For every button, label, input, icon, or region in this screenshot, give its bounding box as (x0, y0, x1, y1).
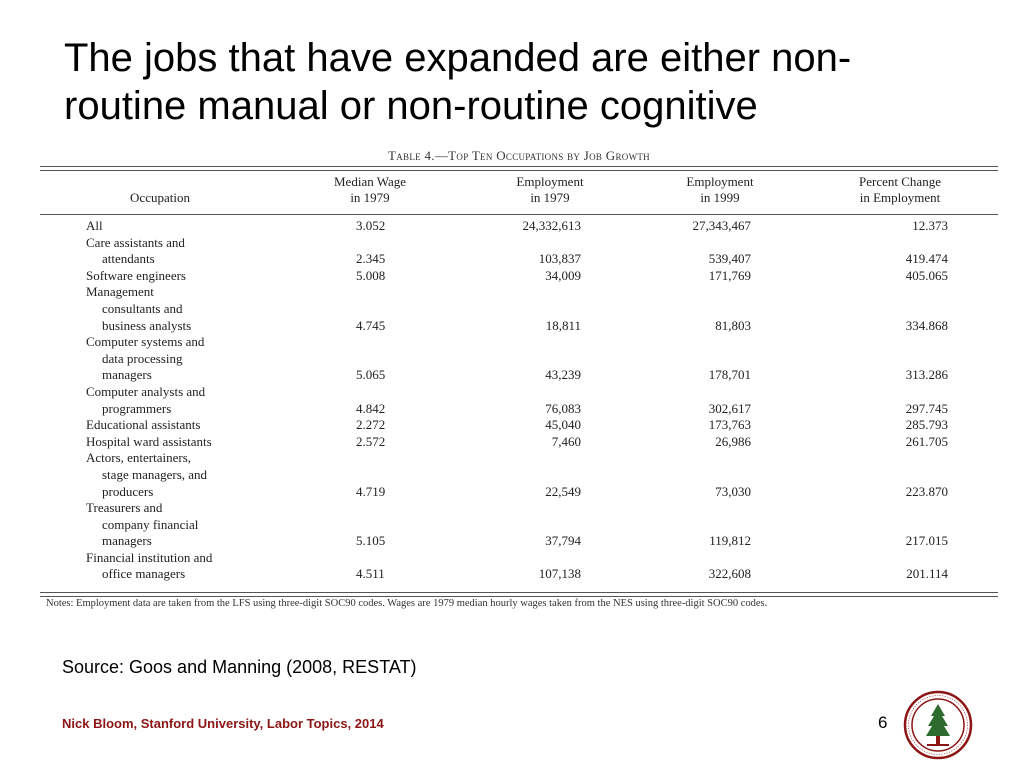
occupation-text: data processing (102, 350, 183, 366)
percent-change-cell: 261.705 (905, 433, 948, 449)
table-row (40, 384, 998, 417)
occupation-cell (40, 268, 998, 285)
occupation-text: business analysts (102, 317, 192, 333)
median-wage-cell: 5.008 (356, 267, 386, 283)
median-wage-cell: 4.511 (356, 566, 385, 582)
occupation-text: programmers (102, 400, 172, 416)
percent-change-cell: 217.015 (905, 533, 948, 549)
table-notes: Notes: Employment data are taken from the LFS using three-digit SOC90 codes. Wages are 1979 median hourly wages taken from the NES using three-digit SOC90 codes. (46, 598, 768, 609)
table-row (40, 417, 998, 434)
header-percent-change (830, 174, 970, 206)
occupation-text: producers (102, 483, 154, 499)
employment-1979-cell: 7,460 (551, 433, 581, 449)
header-percent-change-line-2: in Employment (859, 190, 941, 205)
percent-change-cell: 223.870 (905, 483, 948, 499)
median-wage-cell: 5.065 (356, 367, 386, 383)
median-wage-cell: 4.745 (356, 317, 386, 333)
header-median-wage (315, 174, 425, 206)
occupation-text: attendants (102, 251, 155, 267)
occupation-text: Hospital ward assistants (86, 433, 212, 449)
table-row (40, 284, 998, 334)
header-employment-1979 (490, 174, 610, 206)
occupation-cell (40, 434, 998, 451)
percent-change-cell: 297.745 (905, 400, 948, 416)
footer-text: Nick Bloom, Stanford University, Labor Topics, 2014 (62, 716, 384, 731)
occupation-text: Financial institution and (86, 549, 213, 565)
slide-title-line-1: The jobs that have expanded are either non- (64, 36, 852, 80)
slide-title-line-2: routine manual or non-routine cognitive (64, 84, 758, 128)
header-occupation: Occupation (130, 190, 190, 205)
employment-1979-cell: 18,811 (545, 317, 581, 333)
table-row (40, 268, 998, 285)
occupation-text: managers (102, 367, 152, 383)
employment-1979-cell: 24,332,613 (522, 218, 581, 233)
employment-1979-cell: 34,009 (545, 267, 581, 283)
employment-1979-cell: 37,794 (545, 533, 581, 549)
table-header-rule (40, 214, 998, 215)
page-number: 6 (878, 713, 888, 732)
employment-1999-cell: 73,030 (715, 483, 751, 499)
occupation-text: managers (102, 533, 152, 549)
header-employment-1999 (660, 174, 780, 206)
occupation-cell (40, 550, 998, 583)
header-employment-1999-line-2: in 1999 (700, 190, 740, 205)
percent-change-cell: 419.474 (905, 251, 948, 267)
occupation-text: company financial (102, 516, 199, 532)
occupation-cell (40, 235, 998, 268)
employment-1999-cell: 81,803 (715, 317, 751, 333)
table-row (40, 434, 998, 451)
occupation-cell (40, 218, 998, 235)
occupation-cell (40, 500, 998, 550)
occupation-text: Management (86, 284, 154, 300)
employment-1979-cell: 45,040 (545, 417, 581, 433)
table-row (40, 500, 998, 550)
employment-1999-cell: 178,701 (708, 367, 751, 383)
median-wage-cell: 4.719 (356, 483, 386, 499)
table-row (40, 334, 998, 384)
percent-change-cell: 201.114 (906, 566, 948, 582)
header-employment-1979-line-1: Employment (516, 174, 584, 189)
employment-1979-cell: 22,549 (545, 483, 581, 499)
occupation-text: Care assistants and (86, 234, 185, 250)
table-body (40, 218, 998, 583)
median-wage-cell: 5.105 (356, 533, 386, 549)
median-wage-cell: 2.572 (356, 433, 386, 449)
median-wage-cell: 4.842 (356, 400, 386, 416)
header-employment-1979-line-2: in 1979 (530, 190, 570, 205)
employment-1979-cell: 43,239 (545, 367, 581, 383)
employment-1999-cell: 171,769 (708, 267, 751, 283)
table-row (40, 450, 998, 500)
employment-1979-cell: 103,837 (538, 251, 581, 267)
employment-1999-cell: 173,763 (708, 417, 751, 433)
percent-change-cell: 313.286 (905, 367, 948, 383)
percent-change-cell: 285.793 (905, 417, 948, 433)
occupation-cell (40, 334, 998, 384)
employment-1999-cell: 539,407 (708, 251, 751, 267)
occupation-text: Computer analysts and (86, 383, 206, 399)
employment-1979-cell: 107,138 (538, 566, 581, 582)
occupation-cell (40, 384, 998, 417)
percent-change-cell: 334.868 (905, 317, 948, 333)
occupation-cell (40, 284, 998, 334)
percent-change-cell: 405.065 (905, 267, 948, 283)
occupation-cell (40, 450, 998, 500)
occupation-text: stage managers, and (102, 466, 208, 482)
header-employment-1999-line-1: Employment (686, 174, 754, 189)
header-median-wage-line-1: Median Wage (334, 174, 406, 189)
table-row (40, 235, 998, 268)
employment-1999-cell: 322,608 (708, 566, 751, 582)
employment-1999-cell: 27,343,467 (692, 218, 751, 233)
table-row (40, 218, 998, 235)
table-header (40, 174, 998, 212)
occupation-cell (40, 417, 998, 434)
header-percent-change-line-1: Percent Change (859, 174, 941, 189)
occupation-text: office managers (102, 566, 186, 582)
occupation-text: Computer systems and (86, 334, 205, 350)
percent-change-cell: 12.373 (912, 218, 948, 233)
occupation-text: Treasurers and (86, 500, 163, 516)
employment-1979-cell: 76,083 (545, 400, 581, 416)
occupation-text: Actors, entertainers, (86, 450, 192, 466)
occupation-text: consultants and (102, 300, 183, 316)
table-top-rule-2 (40, 170, 998, 171)
employment-1999-cell: 302,617 (708, 400, 751, 416)
median-wage-cell: 2.345 (356, 251, 386, 267)
slide-title (64, 34, 984, 130)
employment-1999-cell: 26,986 (715, 433, 751, 449)
table-caption: Table 4.—Top Ten Occupations by Job Growth (388, 148, 650, 163)
table-row (40, 550, 998, 583)
employment-1999-cell: 119,812 (709, 533, 751, 549)
stanford-seal-icon (903, 690, 973, 760)
median-wage-cell: 3.052 (356, 218, 386, 233)
median-wage-cell: 2.272 (356, 417, 386, 433)
occupation-text: All (86, 218, 103, 233)
header-median-wage-line-2: in 1979 (350, 190, 390, 205)
source-citation: Source: Goos and Manning (2008, RESTAT) (62, 657, 417, 677)
table-bottom-rule (40, 592, 998, 593)
table-top-rule (40, 166, 998, 167)
table-bottom-rule-2 (40, 596, 998, 597)
occupation-text: Educational assistants (86, 417, 201, 433)
occupation-text: Software engineers (86, 267, 186, 283)
